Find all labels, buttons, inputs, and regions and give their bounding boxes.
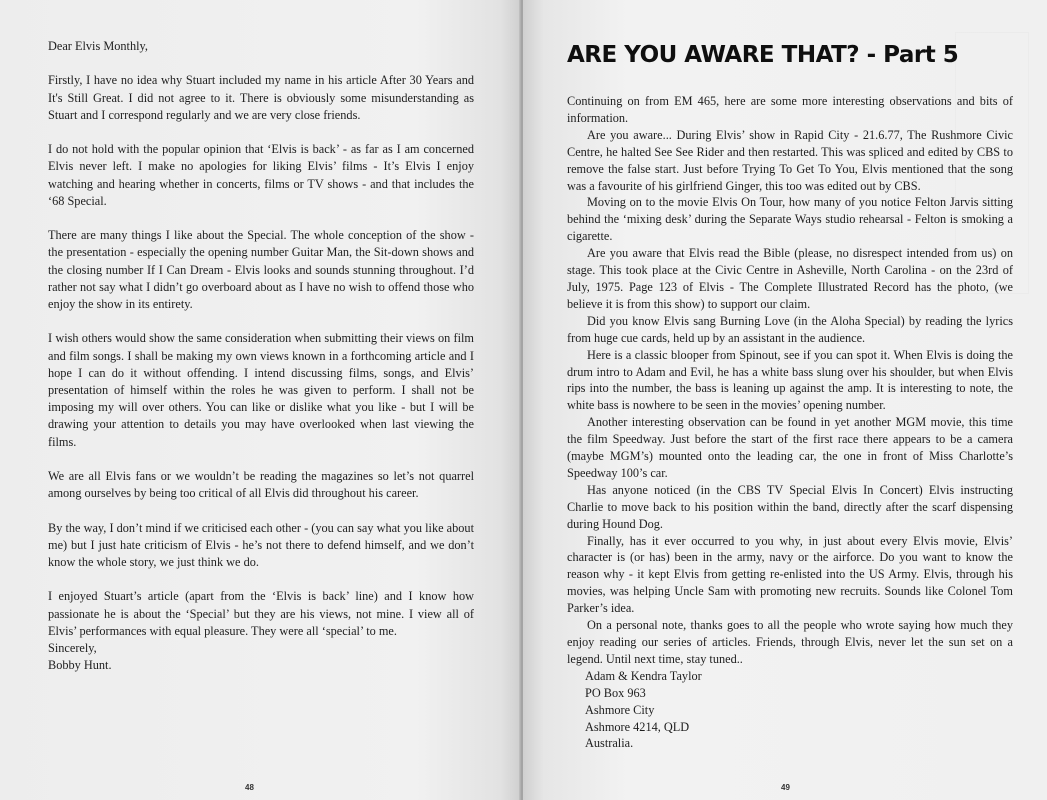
article-paragraph: Continuing on from EM 465, here are some more interesting observations and bits of information.	[567, 94, 1013, 125]
letter-closing: Sincerely,	[48, 641, 97, 655]
letter-salutation: Dear Elvis Monthly,	[48, 39, 148, 53]
address-line: Ashmore City	[585, 702, 655, 717]
letter-paragraph: I do not hold with the popular opinion that ‘Elvis is back’ - as far as I am concerned Elvis never left. I make no apologies for liking Elvis’ films - It’s Elvis I enjoy watching and hearing whether in concerts, films or TV shows - and that includes the ‘68 Special.	[48, 142, 474, 208]
left-page	[0, 0, 521, 800]
letter-signature: Bobby Hunt.	[48, 658, 112, 673]
article-paragraph: Here is a classic blooper from Spinout, see if you can spot it. When Elvis is doing the drum intro to Adam and Evil, he has a white bass slung over his shoulder, but when Elvis rips into the number, the bass is leaning up against the amp. It is interesting to note, the white bass is nowhere to be seen in the movies’ opening number.	[567, 347, 1013, 413]
page-number-right: 49	[781, 783, 790, 792]
letter-paragraph: I enjoyed Stuart’s article (apart from the ‘Elvis is back’ line) and I know how passionate he is about the ‘Special’ but they are his views, not mine. I view all of Elvis’ performances with equal pleasure. They were all ‘special’ to me.	[48, 589, 474, 638]
page-number-left: 48	[245, 783, 254, 792]
address-line: Ashmore 4214, QLD	[585, 719, 690, 734]
article-paragraph: Moving on to the movie Elvis On Tour, how many of you notice Felton Jarvis sitting behind the ‘mixing desk’ during the Separate Ways studio rehearsal - Felton is smoking a cigarette.	[567, 195, 1013, 244]
article-paragraph: Did you know Elvis sang Burning Love (in the Aloha Special) by reading the lyrics from huge cue cards, held up by an assistant in the audience.	[567, 313, 1013, 345]
article-paragraph: Has anyone noticed (in the CBS TV Special Elvis In Concert) Elvis instructing Charlie to move back to his position within the band, directly after the scarf dispensing during Hound Dog.	[567, 482, 1013, 531]
letter-paragraph: I wish others would show the same consideration when submitting their views on film and film songs. I shall be making my own views known in a forthcoming article and I hope I can do it without offending. I intend discussing films, songs, and Elvis’ presentation of himself within the roles he was given to perform. I shall not be imposing my will over others. You can like or dislike what you like - but I will be drawing your attention to details you may have overlooked when last viewing the films.	[48, 331, 474, 449]
letter-paragraph: Firstly, I have no idea why Stuart included my name in his article After 30 Years and It's Still Great. I did not agree to it. There is obviously some misunderstanding as Stuart and I correspond regularly and we are very close friends.	[48, 73, 474, 122]
article-paragraph: Finally, has it ever occurred to you why, in just about every Elvis movie, Elvis’ character is (or has) been in the army, navy or the airforce. Do you want to know the reason why - it kept Elvis from getting re-enlisted into the US Army. Elvis, through his movies, was helping Uncle Sam with promoting new recruits. Sounds like Colonel Tom Parker’s idea.	[567, 533, 1013, 616]
article-heading: ARE YOU AWARE THAT? - Part 5	[567, 42, 959, 68]
letter-body	[48, 38, 474, 674]
article-paragraph: Another interesting observation can be found in yet another MGM movie, this time the film Speedway. Just before the start of the first race there appears to be a camera (maybe MGM’s) mounted onto the leading car, the one in front of Miss Charlotte’s Speedway 100’s car.	[567, 415, 1013, 480]
address-line: PO Box 963	[585, 685, 646, 700]
letter-paragraph: We are all Elvis fans or we wouldn’t be reading the magazines so let’s not quarrel among ourselves by being too critical of all Elvis did throughout his career.	[48, 469, 474, 501]
article-paragraph: Are you aware... During Elvis’ show in Rapid City - 21.6.77, The Rushmore Civic Centre, he halted See See Rider and then restarted. This was spliced and edited by CBS to remove the false start. Just before Trying To Get To You, Elvis mentioned that the song was a favourite of his girlfriend Ginger, this too was edited out by CBS.	[567, 127, 1013, 193]
address-line: Australia.	[585, 736, 634, 751]
article-paragraph: On a personal note, thanks goes to all the people who wrote saying how much they enjoy reading our series of articles. Friends, through Elvis, never let the sun set on a legend. Until next time, stay tuned..	[567, 618, 1013, 666]
article-body	[567, 93, 1013, 752]
author-address	[567, 668, 1013, 753]
right-page	[523, 0, 1047, 800]
letter-paragraph: There are many things I like about the Special. The whole conception of the show - the presentation - especially the opening number Guitar Man, the Sit-down shows and the closing number If I Can Dream - Elvis looks and sounds stunning throughout. I’d rather not say what I didn’t go overboard about as I have no wish to offend those who enjoy the show in its entirety.	[48, 228, 474, 311]
address-line: Adam & Kendra Taylor	[585, 668, 702, 683]
article-paragraph: Are you aware that Elvis read the Bible (please, no disrespect intended from us) on stage. This took place at the Civic Centre in Asheville, North Carolina - on the 23rd of July, 1975. Page 123 of Elvis - The Complete Illustrated Record has the photo, (we believe it is from this show) to support our claim.	[567, 246, 1013, 311]
letter-paragraph: By the way, I don’t mind if we criticised each other - (you can say what you like about me) but I just hate criticism of Elvis - he’s not there to defend himself, and we don’t know the whole story, we just think we do.	[48, 520, 474, 569]
letter-signoff	[48, 640, 474, 674]
